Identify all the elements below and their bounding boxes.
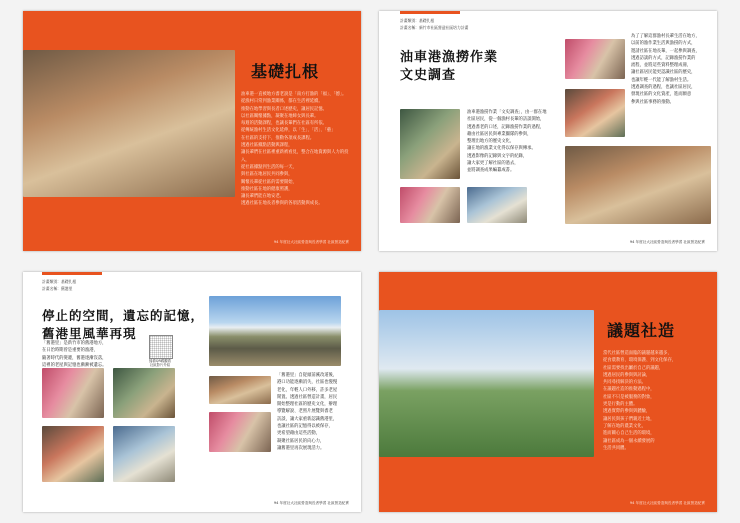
page-old-port (23, 272, 361, 512)
page-title: 油車港漁撈作業 文史調查 (400, 50, 499, 83)
page-issue-based (379, 272, 717, 512)
fishing-net-photo (400, 109, 460, 179)
page-foundation (23, 11, 361, 251)
page-title: 停止的空間，遺忘的記憶， 舊港里風華再現 (42, 308, 205, 341)
elders-gathering-photo (23, 50, 235, 197)
project-name: 計畫名稱：舊港里 (42, 286, 73, 291)
page-fishery-survey (379, 11, 717, 251)
crafting-photo-top (565, 39, 625, 79)
qr-code[interactable] (149, 335, 173, 359)
page-footer: 94 年度社大社區營造與長者學習 社區營造紀實 (629, 240, 705, 244)
village-photo (113, 368, 175, 418)
page-body: 當代社區營造面臨的議題越來越多， 從食農教育、環境保護、到文化保存， 社區需要找出屬於自己的議題， 透過居民的參與與討論， 共同尋找解決的方法。 在議題社造的推動過程中， 社區不只是被服務的對象， 更是行動的主體。 透過實際的參與與體驗， 讓居民與孩子們親近土地， 了解在地的農業文化， 進而關心自己生活的環境， 讓社區成為一個永續發展的 生活共同體。 (603, 351, 677, 451)
body-left: 油車港漁撈作業「文史調查」，由一群在地 社區居民，從一個漁村長輩的訪談開始， 透過耆老的口述，記錄漁撈作業的過程， 藉由社區居民與專業團隊的參與， 整理出地方的歷史文化， 讓在地的漁業文化得以保存與傳承。 透過影像的記錄與文字的紀錄， 讓大家更了解社區的過去， 並將調查成果編纂成書。 (467, 110, 547, 174)
body-right: 為了了解這群漁村長輩生活在地方， 以前的漁作業生活與漁撈的方式， 邀請社區在地長輩，一起參與調查， 透過訪談的方式，記錄漁撈作業的 流程，並將這些資料整理成冊， 讓社區居民能更認識社區的歷史， 也讓年輕一代能了解漁村生活。 透過調查的過程，也讓社區居民， 發現社區的文化資產，進而願意 參與社區事務的推動。 (631, 34, 700, 105)
page-title: 基礎扎根 (251, 62, 320, 81)
body-right: 「舊港里」自從頭前溪改道後， 港口功能逐漸消失，社區也慢慢 老化，年輕人口外移，許多老屋 閒置。透過社區營造計畫，居民 開始整理社區的歷史文化，辦理 導覽解說、老照片展覽與耆老 訪談，讓大家重新認識舊港里， 也讓社區的記憶得以被保存， 更希望藉由這些活動， 凝聚社區居民的向心力， 讓舊港里再次展現活力。 (277, 373, 338, 451)
net-repair-photo (565, 146, 711, 224)
page-footer: 94 年度社大社區營造與長者學習 社區營造紀實 (629, 501, 705, 505)
page-body: 油車港一直被地方耆老說是「南方打漁的「福」、「德」。 從漁村日常到漁業關係，都在生活裡延續。 推動在地學習與長者口述歷史，讓居民記憶。 以社區關懷據點，凝聚在地婦女與長輩。 每週的活動課程，也讓長輩們在社區有所依。 從傳統漁村生活文化延伸，以「生」、「活」、「藝」 在社區的支持下，推動各項成長課程。 透過社區據點活動與課程， 讓長輩們在社區裡重新被看見，整合在地資源與人力的投入， 從社區據點到生活的每一天， 與社區在地居民共同參與， 關懷長輩從社區的需要開始， 推動社區在地的健康照護， 讓長輩們能在地安老。 透過社區在地長者參與的各項活動與成長。 (241, 92, 349, 207)
orange-tab (42, 272, 102, 275)
workshop-photo-small (467, 187, 527, 223)
project-category: 計畫類別：基礎扎根 (400, 18, 435, 23)
event-photo-small (209, 376, 271, 404)
project-meta (400, 17, 468, 31)
page-footer: 94 年度社大社區營造與長者學習 社區營造紀實 (273, 501, 349, 505)
project-category: 計畫類別：基礎扎根 (42, 279, 77, 284)
coast-path-photo (209, 296, 341, 366)
kids-photo (42, 426, 104, 482)
meeting-photo-small (209, 412, 271, 452)
paddy-field-kids-photo (379, 310, 594, 457)
orange-tab (400, 11, 460, 14)
page-title: 議題社造 (607, 321, 676, 340)
page-footer: 94 年度社大社區營造與長者學習 社區營造紀實 (273, 240, 349, 244)
temple-photo (113, 426, 175, 482)
elders-photo (42, 368, 104, 418)
project-name: 計畫名稱：新竹市社區營造社區培力計畫 (400, 25, 469, 30)
project-meta (42, 278, 76, 292)
group-photo-small (400, 187, 460, 223)
body-left: 「舊港里」是新竹市的舊港地方， 在日治時期曾是重要的漁港， 隨著時代的變遷，舊港逐漸沒落， 這裡的老屋與記憶也漸漸被遺忘。 (42, 341, 107, 368)
qr-caption: 掃描QR碼觀看 社區影片介紹 (149, 359, 171, 368)
elder-interview-photo (565, 89, 625, 137)
